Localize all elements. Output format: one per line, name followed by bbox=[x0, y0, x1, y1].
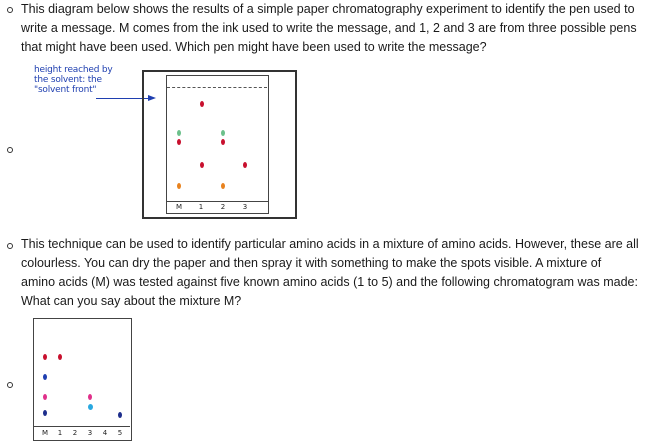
q1-line-3: that might have been used. Which pen might have been used to write the message? bbox=[21, 40, 487, 54]
fig2-spot-m-navy bbox=[43, 410, 47, 416]
question-1-text bbox=[21, 0, 637, 57]
fig2-lane-5: 5 bbox=[117, 429, 123, 437]
fig1-spot-m-orange bbox=[177, 183, 181, 189]
fig1-spot-lane2-orange bbox=[221, 183, 225, 189]
solvent-front-line bbox=[167, 87, 267, 88]
chromatography-paper-1 bbox=[166, 75, 269, 214]
annotation-arrow bbox=[96, 98, 148, 99]
chromatography-paper-2 bbox=[33, 318, 132, 441]
paper-2-baseline bbox=[34, 426, 130, 427]
annotation-line-2: the solvent: the bbox=[34, 75, 102, 85]
bullet-fig1 bbox=[7, 147, 13, 153]
beaker-wall-left bbox=[142, 70, 144, 218]
annotation-line-1: height reached by bbox=[34, 65, 113, 75]
fig1-spot-lane2-green bbox=[221, 130, 225, 136]
fig1-spot-lane3-red bbox=[243, 162, 247, 168]
fig1-lane-m: M bbox=[175, 203, 183, 211]
fig2-spot-m-blue bbox=[43, 374, 47, 380]
annotation-line-3: "solvent front" bbox=[34, 85, 97, 95]
fig1-spot-lane2-red bbox=[221, 139, 225, 145]
solvent-front-annotation bbox=[34, 65, 144, 95]
fig1-lane-3: 3 bbox=[242, 203, 248, 211]
q2-line-4: What can you say about the mixture M? bbox=[21, 294, 242, 308]
q2-line-2: colourless. You can dry the paper and then spray it with something to make the spots visible. A mixture of bbox=[21, 256, 602, 270]
paper-1-baseline bbox=[166, 201, 268, 202]
fig2-lane-1: 1 bbox=[57, 429, 63, 437]
fig2-spot-m-red bbox=[43, 354, 47, 360]
fig1-lane-2: 2 bbox=[220, 203, 226, 211]
fig2-spot-lane5-navy bbox=[118, 412, 122, 418]
fig1-spot-m-green bbox=[177, 130, 181, 136]
q1-line-1: This diagram below shows the results of a simple paper chromatography experiment to identify the pen used to bbox=[21, 2, 635, 16]
fig1-spot-lane1-top bbox=[200, 101, 204, 107]
fig2-lane-3: 3 bbox=[87, 429, 93, 437]
bullet-q1 bbox=[7, 7, 13, 13]
question-2-text bbox=[21, 235, 639, 311]
fig2-lane-4: 4 bbox=[102, 429, 108, 437]
beaker-rim bbox=[142, 70, 297, 72]
q2-line-3: amino acids (M) was tested against five known amino acids (1 to 5) and the following chromatogram was made: bbox=[21, 275, 638, 289]
annotation-arrowhead bbox=[148, 95, 156, 101]
fig2-spot-lane4-lightblue bbox=[88, 404, 93, 410]
fig2-spot-lane1-red bbox=[58, 354, 62, 360]
fig1-lane-1: 1 bbox=[198, 203, 204, 211]
bullet-q2 bbox=[7, 243, 13, 249]
q2-line-1: This technique can be used to identify particular amino acids in a mixture of amino acids. However, these are all bbox=[21, 237, 639, 251]
fig2-spot-lane3-pink bbox=[88, 394, 92, 400]
fig2-lane-m: M bbox=[41, 429, 49, 437]
fig2-lane-2: 2 bbox=[72, 429, 78, 437]
beaker-wall-right bbox=[295, 70, 297, 218]
fig1-spot-m-red bbox=[177, 139, 181, 145]
q1-line-2: write a message. M comes from the ink used to write the message, and 1, 2 and 3 are from three possible pens bbox=[21, 21, 637, 35]
fig1-spot-lane1-mid bbox=[200, 162, 204, 168]
bullet-fig2 bbox=[7, 382, 13, 388]
fig2-spot-m-pink bbox=[43, 394, 47, 400]
beaker-base bbox=[142, 217, 297, 219]
